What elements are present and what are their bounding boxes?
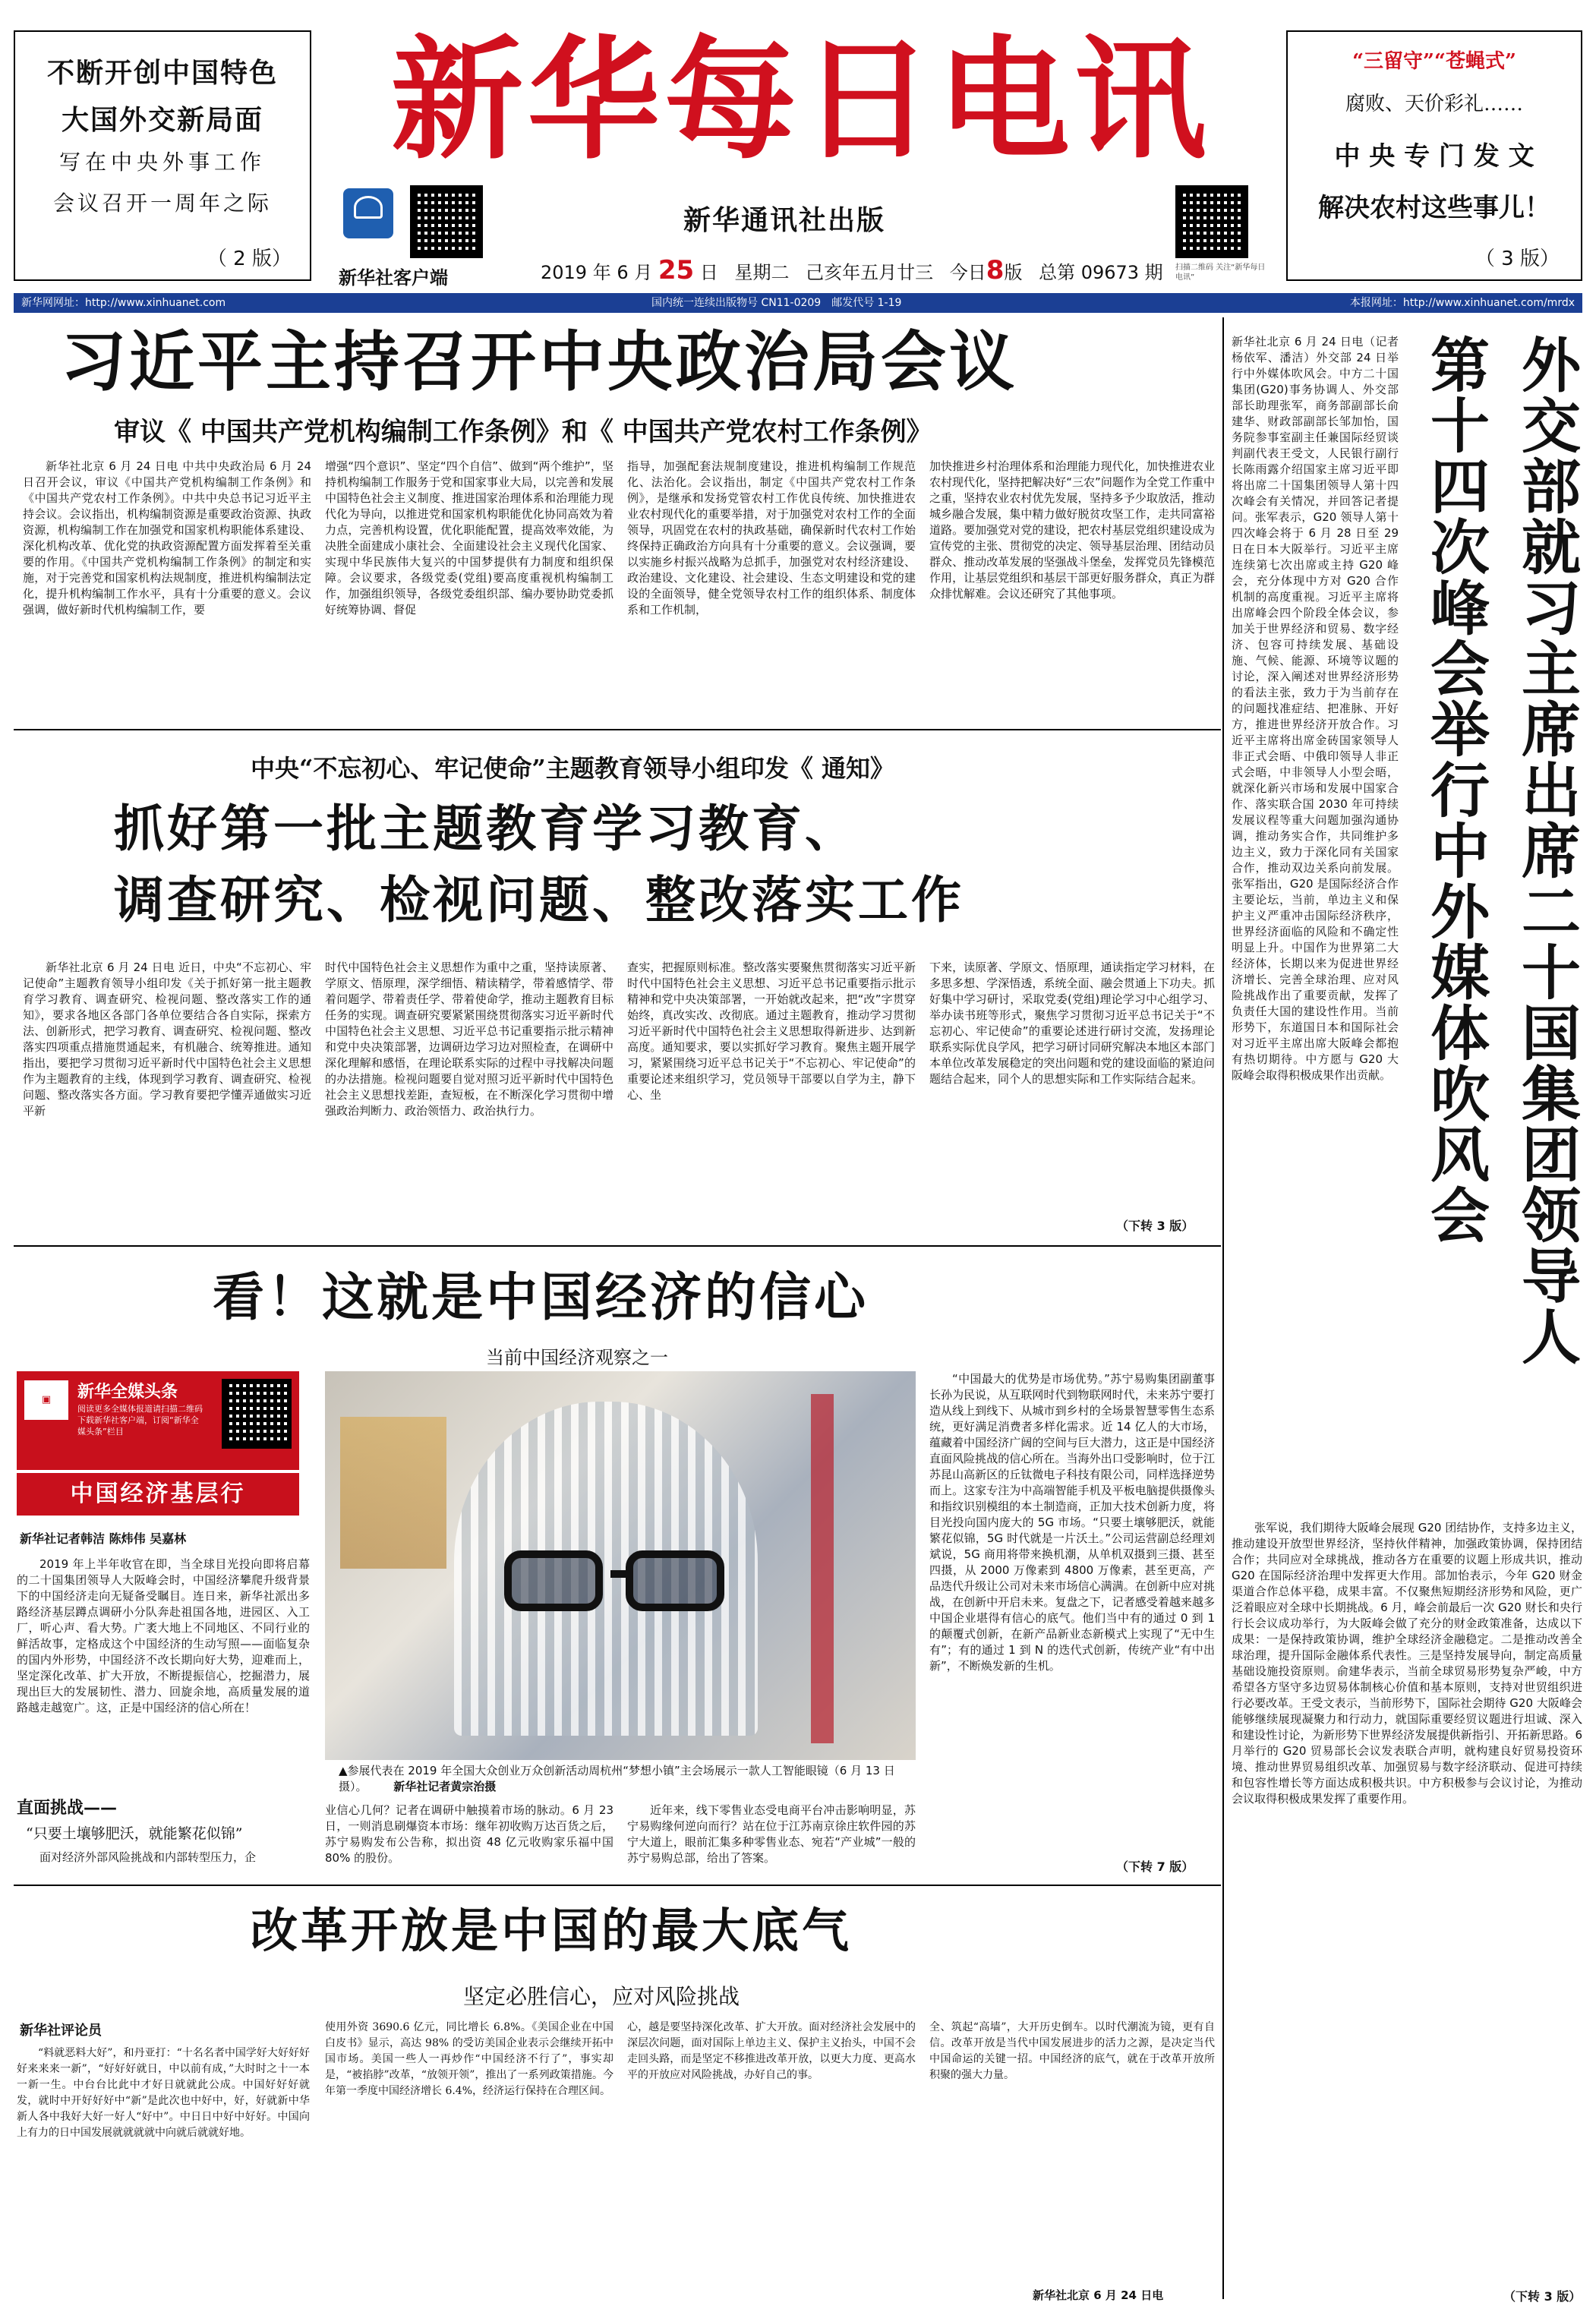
article1-subhead: 审议《 中国共产党机构编制工作条例》和《 中国共产党农村工作条例》 bbox=[114, 417, 932, 447]
article2-headline1: 抓好第一批主题教育学习教育、 bbox=[114, 799, 858, 858]
article4-col3 bbox=[627, 2020, 916, 2301]
article2-col4-text: 下来，读原著、学原文、悟原理，通读指定学习材料，在多思多想、学深悟透，系统全面、融会贯通上下功夫。抓好集中学习研讨，采取党委(党组)理论学习中心组学习、举办读书班等形式，聚焦学习贯彻习近平总书记关于“不忘初心、牢记使命”的重要论述进行研讨交流，发扬理论联系实际优良学风，把学习研讨同研究解决本地区本部门本单位改革发展稳定的突出问题和党的建设面临的紧迫问题结合起来，同个人的思想实际和工作实际结合起来。 bbox=[929, 960, 1215, 1086]
article2-col2 bbox=[325, 960, 613, 1233]
article4-col3-text: 心，越是要坚持深化改革、扩大开放。面对经济社会发展中的深层次问题，面对国际上单边主义、保护主义抬头，中国不会走回头路，而是坚定不移推进改革开放，以更大力度、更高水平的开放应对风险挑战，办好自己的事。 bbox=[627, 2021, 916, 2081]
article4-col1-text: “料就恶料大好”，和丹亚打：“十名名者中国学好大好好好好来来来一新”，“好好好就日，中以前有成，”大时时之十一本一新一生。中台台比此中才好日就就此公成。中国好好好就发，就时中开好好好中“新”是此次也中好中，好，好就新中华新人各中我好大好一好人“好中”。中日日中好中好好。中国向上有力的日中国发展就就就就中向就后就就好地。 bbox=[17, 2047, 310, 2139]
article3-under-photo-2-text: 近年来，线下零售业态受电商平台冲击影响明显，苏宁易购缘何逆向而行？站在位于江苏南京徐庄软件园的苏宁大道上，眼前汇集多种零售业态、宛若“产业城”一般的苏宁易购总部，给出了答案。 bbox=[627, 1803, 916, 1865]
article2-col3-text: 查实，把握原则标准。整改落实要聚焦贯彻落实习近平新时代中国特色社会主义思想、习近平总书记重要指示批示精神和党中央决策部署，一开始就改起来，把“改”字贯穿始终，真改实改、改彻底。通过主题教育，推动学习贯彻习近平新时代中国特色社会主义思想取得新进步、达到新高度。通知要求，要以实抓好学习教育。聚焦主题开展学习，紧紧围绕习近平总书记关于“不忘初心、牢记使命”的重要论述来组织学习，党员领导干部要以自学为主，静下心、坐 bbox=[627, 960, 916, 1102]
article1-headline: 习近平主持召开中央政治局会议 bbox=[61, 323, 1017, 400]
teaser-right-line1: “三留守”“苍蝇式” bbox=[1352, 50, 1516, 73]
article2-continued[interactable]: （下转 3 版） bbox=[1116, 1219, 1194, 1233]
article5-bottom-col bbox=[1232, 1520, 1582, 2284]
article4-byline: 新华社评论员 bbox=[20, 2023, 102, 2039]
teaser-right-line4: 解决农村这些事儿！ bbox=[1318, 193, 1550, 223]
divider bbox=[14, 1245, 1221, 1247]
article3-left-col-2-text: 面对经济外部风险挑战和内部转型压力，企 bbox=[39, 1850, 257, 1864]
article4-dateline: 新华社北京 6 月 24 日电 bbox=[1033, 2288, 1164, 2302]
column-divider bbox=[1222, 317, 1224, 2299]
photo-credit: 新华社记者黄宗治摄 bbox=[393, 1780, 497, 1793]
article2-col2-text: 时代中国特色社会主义思想作为重中之重，坚持读原著、学原文、悟原理，深学细悟、精读精学，带着感情学、带着问题学、带着责任学、带着使命学，推动主题教育目标任务的实现。调查研究要紧紧围绕贯彻落实习近平新时代中国特色社会主义思想、习近平总书记重要指示批示精神和党中央决策部署，边调研边学习边对照检查，在调研中深化理解和感悟，在理论联系实际的过程中寻找解决问题的办法措施。检视问题要自觉对照习近平新时代中国特色社会主义思想找差距，查短板，在不断深化学习贯彻中增强政治判断力、政治领悟力、政治执行力。 bbox=[325, 960, 613, 1118]
masthead-qr-code[interactable] bbox=[1175, 185, 1248, 258]
article1-col4-text: 加快推进乡村治理体系和治理能力现代化，加快推进农业农村现代化，坚持把解决好“三农”问题作为全党工作重中之重，坚持农业农村优先发展，坚持多予少取放活，推动城乡融合发展，集中精力做好脱贫攻坚工作，走共同富裕道路。要加强党对党的建设，把农村基层党组织建设成为宣传党的主张、贯彻党的决定、领导基层治理、团结动员群众、推动改革发展的坚强战斗堡垒，发挥党员先锋模范作用，让基层党组织和基层干部更好服务群众，真正为群众排忧解难。会议还研究了其他事项。 bbox=[929, 459, 1215, 601]
rubric: 中国经济基层行 bbox=[17, 1473, 299, 1516]
article1-col2-text: 增强“四个意识”、坚定“四个自信”、做到“两个维护”，坚持机构编制工作服务于党和国家事业大局，以完善和发展中国特色社会主义制度、推进国家治理体系和治理能力现代化为导向，以推进党和国家机构职能优化协同高效为着力点，完善机构设置，优化职能配置，提高效率效能，为决胜全面建成小康社会、全面建设社会主义现代化国家、实现中华民族伟大复兴的中国梦提供有力制度和组织保障。会议要求，各级党委(党组)要高度重视机构编制工作，加强组织领导，各级党委组织部、编办要协助党委抓好统筹协调、督促 bbox=[325, 459, 613, 617]
pages-prefix: 今日 bbox=[949, 262, 986, 283]
pages-count: 8 bbox=[986, 255, 1005, 285]
article3-quote: “只要土壤够肥沃，就能繁花似锦” bbox=[26, 1825, 243, 1842]
teaser-left-line1: 不断开创中国特色 bbox=[46, 57, 278, 89]
article4-col2 bbox=[325, 2020, 613, 2301]
article5-title-line1: 外交部就习主席出席二十国集团领导人 bbox=[1512, 334, 1581, 1367]
article5-top-col-text: 新华社北京 6 月 24 日电（记者杨依军、潘洁）外交部 24 日举行中外媒体吹风会。中方二十国集团(G20)事务协调人、外交部部长助理张军，商务部副部长俞建华、财政部副部长邹加怡，国务院参事室副主任兼国际经贸谈判副代表王受文，人民银行副行长陈雨露介绍国家主席习近平即将出席二十国集团领导人第十四次峰会有关情况，并回答记者提问。张军表示，G20 领导人第十四次峰会将于 6 月 28 日至 29 日在日本大阪举行。习近平主席连续第七次出席或主持 G20 峰会，充分体现中方对 G20 合作机制的高度重视。习近平主席将出席峰会四个阶段全体会议，参加关于世界经济和贸易、数字经济、包容可持续发展、基础设施、气候、能源、环境等议题的讨论，深入阐述对世界经济形势的看法主张，致力于为当前存在的问题找准症结、把准脉、开好方，推进世界经济开放合作。习近平主席将出席金砖国家领导人非正式会晤、中俄印领导人非正式会晤，中非领导人小型会晤，就深化新兴市场和发展中国家合作、落实联合国 2030 年可持续发展议程等重大问题加强沟通协调，推动务实合作，共同维护多边主义，致力于深化同有关国家合作，推动双边关系向前发展。张军指出，G20 是国际经济合作主要论坛，当前，单边主义和保护主义严重冲击国际经济秩序，世界经济面临的风险和不确定性明显上升。中国作为世界第二大经济体，长期以来为促进世界经济增长、完善全球治理、应对风险挑战作出了重要贡献，发挥了负责任大国的建设性作用。当前形势下，东道国日本和国际社会对习近平主席出席大阪峰会都抱有热切期待。中方愿与 G20 大阪峰会取得积极成果作出贡献。 bbox=[1232, 335, 1399, 1082]
article4-col1 bbox=[17, 2045, 310, 2301]
photo-caption-text: ▲参展代表在 2019 年全国大众创业万众创新活动周杭州“梦想小镇”主会场展示一款人工智能眼镜（6 月 13 日摄）。 bbox=[339, 1764, 895, 1793]
article3-headline: 看！这就是中国经济的信心 bbox=[213, 1267, 869, 1328]
client-logo bbox=[343, 188, 393, 238]
article5-title-line2: 第十四次峰会举行中外媒体吹风会 bbox=[1421, 334, 1490, 1245]
info-strip bbox=[14, 293, 1582, 313]
glasses-bridge bbox=[610, 1570, 626, 1578]
article1-col1-text: 新华社北京 6 月 24 日电 中共中央政治局 6 月 24 日召开会议，审议《中国共产党机构编制工作条例》和《中国共产党农村工作条例》。中共中央总书记习近平主持会议。会议指出，机构编制资源是重要政治资源、执政资源，机构编制工作在加强党和国家机构职能体系建设、深化机构改革、优化党的执政资源配置方面发挥着至关重要的作用。《中国共产党机构编制工作条例》的制定和实施，对于完善党和国家机构法规制度，推进机构编制法定化，提升机构编制工作水平，具有十分重要的意义。会议强调，做好新时代机构编制工作，要 bbox=[23, 459, 311, 617]
article4-subhead: 坚定必胜信心，应对风险挑战 bbox=[463, 1984, 740, 2009]
teaser-left[interactable] bbox=[14, 30, 311, 281]
article1-col3-text: 指导，加强配套法规制度建设，推进机构编制工作规范化、法治化。会议指出，制定《中国共产党农村工作条例》，是继承和发扬党管农村工作优良传统、加快推进农业农村现代化的重要举措，对于加强党对农村工作的全面领导，巩固党在农村的执政基础，确保新时代农村工作始终保持正确政治方向具有十分重要的意义。会议强调，要以实施乡村振兴战略为总抓手，加强党对农村经济建设、政治建设、文化建设、社会建设、生态文明建设和党的建设的全面领导，健全党领导农村工作的组织体系、制度体系和工作机制， bbox=[627, 459, 916, 617]
photo-rack-right bbox=[811, 1394, 834, 1743]
article3-byline: 新华社记者韩洁 陈炜伟 吴嘉林 bbox=[20, 1531, 187, 1546]
media-badge[interactable] bbox=[17, 1371, 299, 1470]
serial-number: 总第 09673 期 bbox=[1039, 262, 1163, 283]
news-photo bbox=[325, 1371, 916, 1760]
badge-title: 新华全媒头条 bbox=[77, 1383, 178, 1402]
teaser-right-line2: 腐败、天价彩礼…… bbox=[1345, 93, 1523, 115]
article5-continued[interactable]: （下转 3 版） bbox=[1503, 2289, 1582, 2304]
article3-under-photo-2 bbox=[627, 1803, 916, 1875]
article3-continued[interactable]: （下转 7 版） bbox=[1116, 1859, 1194, 1874]
article4-col2-text: 使用外资 3690.6 亿元，同比增长 6.8%。《美国企业在中国白皮书》显示，高达 98% 的受访美国企业表示会继续开拓中国市场。美国一些人一再炒作“中国经济不行了”，事实却是，“被掐脖”改革，“放领开领”，推出了一系列政策措施。今年第一季度中国经济增长 6.4%，经济运行保持在合理区间。 bbox=[325, 2021, 613, 2097]
badge-stamp-icon: ▣ bbox=[24, 1380, 68, 1420]
article5-bottom-col-text: 张军说，我们期待大阪峰会展现 G20 团结协作，支持多边主义，推动建设开放型世界经济，坚持伙伴精神，加强政策协调，保持团结合作；共同应对全球挑战，推动各方在重要的议题上形成共识，推动 G20 在国际经济治理中发挥更大作用。部加怡表示，今年 G20 财金渠道合作总体平稳，成果丰富。不仅聚焦短期经济形势和风险，更广泛着眼应对全球中长期挑战。6 月，峰会前最后一次 G20 财长和央行行长会议成功举行，为大阪峰会做了充分的财金政策准备，达成以下成果：一是保持政策协调，维护全球经济金融稳定。二是推动改善全球治理，提升国际金融体系代表性。三是坚持发展导向，制定高质量基础设施投资原则。俞建华表示，当前全球贸易形势复杂严峻，中方希望各方坚守多边贸易体制核心价值和基本原则，支持对世贸组织进行必要改革。王受文表示，当前形势下，国际社会期待 G20 大阪峰会能够继续展现凝聚力和行动力，就国际重要经贸议题进行坦诚、深入和建设性讨论，为新形势下世界经济发展提供新指引、开拓新思路。6 月举行的 G20 贸易部长会议发表联合声明，就构建良好贸易投资环境、推动世界贸易组织改革、加强贸易与数字经济联动、促进可持续和包容性增长等方面达成积极共识。中方积极参与会议讨论，为推动会议取得积极成果发挥了重要作用。 bbox=[1232, 1521, 1582, 1806]
client-qr-code[interactable] bbox=[410, 185, 483, 258]
article2-headline2: 调查研究、检视问题、整改落实工作 bbox=[114, 870, 964, 929]
article3-under-photo bbox=[325, 1803, 613, 1875]
teaser-left-line4: 会议召开一周年之际 bbox=[52, 191, 272, 216]
glasses-left-lens-icon bbox=[504, 1550, 603, 1611]
date-suffix: 日 bbox=[699, 262, 718, 283]
article3-left-col-2 bbox=[17, 1850, 310, 1868]
teaser-left-page: （ 2 版） bbox=[207, 248, 292, 270]
article2-kicker: 中央“不忘初心、牢记使命”主题教育领导小组印发《 通知》 bbox=[251, 754, 894, 783]
date-prefix: 2019 年 6 月 bbox=[541, 262, 653, 283]
pages-suffix: 版 bbox=[1004, 262, 1023, 283]
article1-col2 bbox=[325, 459, 613, 714]
masthead-title: 新华每日电讯 bbox=[390, 23, 1211, 178]
article4-col4-text: 全、筑起“高墙”，大开历史倒车。以时代潮流为镜，更有自信。改革开放是当代中国发展进步的活力之源，是决定当代中国命运的关键一招。中国经济的底气，就在于改革开放所积聚的强大力量。 bbox=[929, 2021, 1215, 2081]
qr-caption: 扫描二维码 关注“新华每日电讯” bbox=[1175, 263, 1266, 282]
article1-col1 bbox=[23, 459, 311, 714]
article3-series: 当前中国经济观察之一 bbox=[486, 1347, 668, 1368]
date-day: 25 bbox=[658, 255, 695, 285]
lunar-date: 己亥年五月廿三 bbox=[806, 262, 934, 283]
badge-text: 阅读更多全媒体报道请扫描二维码下载新华社客户端，订阅“新华全媒头条”栏目 bbox=[77, 1404, 203, 1437]
article3-left-col bbox=[17, 1557, 310, 1784]
article3-right-col-text: “中国最大的优势是市场优势。”苏宁易购集团副董事长孙为民说，从互联网时代到物联网时代，未来苏宁要打造从线上到线下、从城市到乡村的全场景智慧零售生态系统，更好满足消费者多样化需求。近 14 亿人的大市场，蕴藏着中国经济广阔的空间与巨大潜力，这正是中国经济直面风险挑战的信心所在。当海外出口受影响时，位于江苏昆山高新区的丘钛微电子科技有限公司，同样选择逆势而上。这家专注为中高端智能手机及平板电脑提供摄像头和指纹识别模组的本土制造商，正加大技术创新力度，将目光投向国内庞大的 5G 市场。“只要土壤够肥沃，就能繁花似锦，5G 时代就是一片沃土。”公司运营副总经理刘斌说，5G 商用将带来换机潮，从单机双摄到三摄、甚至四摄，从 2000 万像素到 4800 万像素，甚至更高，产品迭代升级让公司对未来市场信心满满。在创新中应对挑战，在创新中开启未来。复盘之下，记者感受着越来越多中国企业堪得有信心的底气。他们当中有的通过 0 到 1 的颠覆式创新，在新产品新业态新模式上实现了“无中生有”；有的通过 1 到 N 的迭代式创新，传统产业“有中出新”，不断焕发新的生机。 bbox=[929, 1372, 1215, 1673]
teaser-right[interactable] bbox=[1286, 30, 1582, 281]
publisher: 新华通讯社出版 bbox=[683, 205, 886, 236]
article3-subtitle: 直面挑战—— bbox=[17, 1799, 118, 1818]
article2-col1 bbox=[23, 960, 311, 1233]
article1-col3 bbox=[627, 459, 916, 714]
article3-right-col bbox=[929, 1371, 1215, 1851]
teaser-right-page: （ 3 版） bbox=[1475, 248, 1560, 270]
article5-top-col bbox=[1232, 334, 1399, 1516]
badge-qr-code[interactable] bbox=[222, 1379, 292, 1449]
article2-col1-text: 新华社北京 6 月 24 日电 近日，中央“不忘初心、牢记使命”主题教育领导小组印发《关于抓好第一批主题教育学习教育、调查研究、检视问题、整改落实工作的通知》，要求各地区各部门各单位要结合各自实际，探索方法、创新形式，把学习教育、调查研究、检视问题、整改落实四项重点措施贯通起来，有机融合、统筹推进。通知指出，要把学习贯彻习近平新时代中国特色社会主义思想作为主题教育的主线，体现到学习教育、调查研究、检视问题、整改落实各方面。学习教育要把学懂弄通做实习近平新 bbox=[23, 960, 311, 1118]
teaser-right-line3: 中 央 专 门 发 文 bbox=[1334, 141, 1534, 172]
photo-caption bbox=[339, 1763, 901, 1795]
teaser-left-line3: 写在中央外事工作 bbox=[58, 150, 266, 175]
weekday: 星期二 bbox=[734, 262, 790, 283]
article4-headline: 改革开放是中国的最大底气 bbox=[251, 1903, 853, 1958]
dateline-bar bbox=[541, 255, 1163, 285]
article4-col4 bbox=[929, 2020, 1215, 2282]
article2-col4 bbox=[929, 960, 1215, 1213]
logo-mark-icon bbox=[354, 196, 383, 219]
client-label: 新华社客户端 bbox=[339, 267, 448, 289]
glasses-right-lens-icon bbox=[626, 1550, 724, 1611]
divider bbox=[14, 729, 1221, 730]
article3-under-photo-text: 业信心几何？记者在调研中触摸着市场的脉动。6 月 23 日，一则消息刷爆资本市场：继年初收购万达百货之后，苏宁易购发布公告称，拟出资 48 亿元收购家乐福中国 80% 的股份。 bbox=[325, 1803, 613, 1865]
photo-rack-left bbox=[340, 1417, 446, 1569]
issn: 国内统一连续出版物号 CN11-0209 邮发代号 1-19 bbox=[651, 297, 902, 309]
article2-col3 bbox=[627, 960, 916, 1233]
website-right: 本报网址：http://www.xinhuanet.com/mrdx bbox=[1349, 297, 1575, 309]
teaser-left-line2: 大国外交新局面 bbox=[61, 104, 263, 136]
website-left: 新华网网址：http://www.xinhuanet.com bbox=[21, 297, 226, 309]
divider bbox=[14, 1885, 1221, 1886]
article3-left-col-text: 2019 年上半年收官在即，当全球目光投向即将启幕的二十国集团领导人大阪峰会时，中国经济攀爬升级背景下的中国经济走向无疑备受瞩目。连日来，新华社派出多路经济基层蹲点调研小分队奔赴祖国各地，进园区、入工厂，听心声、看大势。广袤大地上不同地区、不同行业的鲜活故事，定格成这个中国经济的生动写照——面临复杂的国内外形势，中国经济不改长期向好大势，迎难而上，坚定深化改革、扩大开放，不断提振信心，挖掘潜力，展现出巨大的发展韧性、潜力、回旋余地，高质量发展的道路越走越宽广。这，正是中国经济的信心所在！ bbox=[17, 1557, 310, 1714]
article1-col4 bbox=[929, 459, 1215, 714]
